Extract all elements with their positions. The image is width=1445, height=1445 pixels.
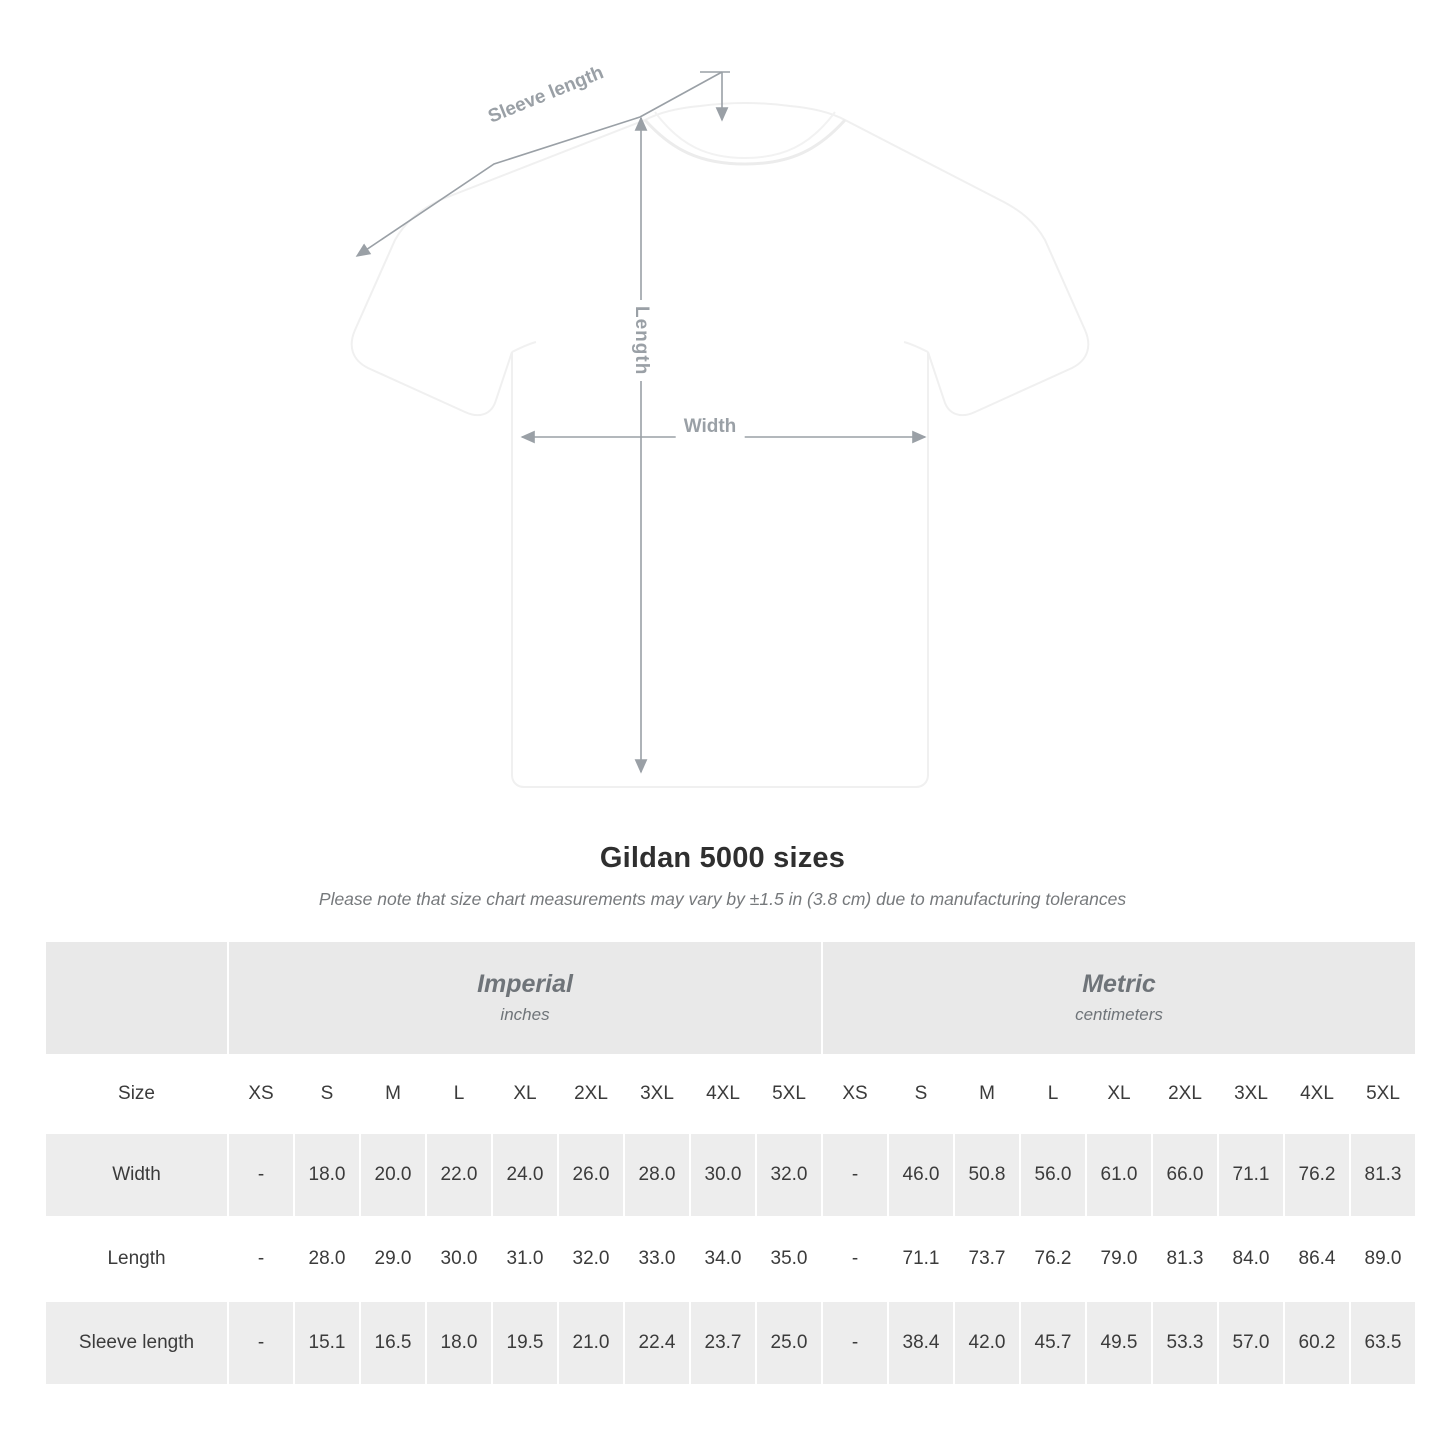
- cell-imperial-width-l: 22.0: [426, 1133, 492, 1217]
- length-label: [628, 300, 654, 386]
- size-header-metric-3xl: 3XL: [1218, 1055, 1284, 1133]
- cell-imperial-length-4xl: 34.0: [690, 1217, 756, 1301]
- cell-metric-sleeve-2xl: 53.3: [1152, 1301, 1218, 1385]
- size-chart-table: [44, 940, 1417, 1386]
- imperial-unit-sub: inches: [500, 1004, 550, 1024]
- cell-imperial-width-xl: 24.0: [492, 1133, 558, 1217]
- unit-header-row: [45, 941, 1416, 1055]
- size-chart-table-wrap: [44, 940, 1401, 1386]
- metric-unit-name: Metric: [1082, 970, 1156, 999]
- cell-metric-width-4xl: 76.2: [1284, 1133, 1350, 1217]
- title-block: [0, 842, 1445, 910]
- cell-imperial-width-4xl: 30.0: [690, 1133, 756, 1217]
- row-label-sleeve-length: Sleeve length: [45, 1301, 228, 1385]
- size-header-imperial-m: M: [360, 1055, 426, 1133]
- cell-imperial-width-2xl: 26.0: [558, 1133, 624, 1217]
- cell-imperial-length-s: 28.0: [294, 1217, 360, 1301]
- cell-metric-length-s: 71.1: [888, 1217, 954, 1301]
- size-header-imperial-xs: XS: [228, 1055, 294, 1133]
- cell-imperial-length-m: 29.0: [360, 1217, 426, 1301]
- width-label: [676, 414, 745, 440]
- size-header-metric-4xl: 4XL: [1284, 1055, 1350, 1133]
- cell-imperial-length-xl: 31.0: [492, 1217, 558, 1301]
- size-header-imperial-5xl: 5XL: [756, 1055, 822, 1133]
- table-row: [45, 1133, 1416, 1217]
- cell-imperial-length-3xl: 33.0: [624, 1217, 690, 1301]
- sleeve-length-label: Sleeve length: [485, 62, 607, 128]
- cell-imperial-sleeve-xs: -: [228, 1301, 294, 1385]
- cell-metric-width-xl: 61.0: [1086, 1133, 1152, 1217]
- cell-metric-length-4xl: 86.4: [1284, 1217, 1350, 1301]
- length-label-text: Length: [628, 300, 654, 381]
- table-row: [45, 1301, 1416, 1385]
- cell-metric-length-m: 73.7: [954, 1217, 1020, 1301]
- table-row: [45, 1217, 1416, 1301]
- cell-imperial-sleeve-4xl: 23.7: [690, 1301, 756, 1385]
- cell-imperial-sleeve-xl: 19.5: [492, 1301, 558, 1385]
- cell-metric-sleeve-xs: -: [822, 1301, 888, 1385]
- size-header-metric-m: M: [954, 1055, 1020, 1133]
- cell-metric-sleeve-m: 42.0: [954, 1301, 1020, 1385]
- cell-imperial-sleeve-s: 15.1: [294, 1301, 360, 1385]
- cell-imperial-length-l: 30.0: [426, 1217, 492, 1301]
- size-header-metric-s: S: [888, 1055, 954, 1133]
- cell-imperial-width-xs: -: [228, 1133, 294, 1217]
- cell-imperial-width-s: 18.0: [294, 1133, 360, 1217]
- cell-metric-length-xs: -: [822, 1217, 888, 1301]
- cell-metric-width-l: 56.0: [1020, 1133, 1086, 1217]
- cell-metric-width-2xl: 66.0: [1152, 1133, 1218, 1217]
- size-header-row: [45, 1055, 1416, 1133]
- cell-metric-sleeve-4xl: 60.2: [1284, 1301, 1350, 1385]
- cell-imperial-sleeve-3xl: 22.4: [624, 1301, 690, 1385]
- size-header-imperial-2xl: 2XL: [558, 1055, 624, 1133]
- size-header-label: Size: [45, 1055, 228, 1133]
- width-label-text: Width: [676, 414, 745, 440]
- tshirt-shape: [352, 103, 1089, 787]
- unit-header-imperial: [228, 941, 822, 1055]
- cell-metric-length-2xl: 81.3: [1152, 1217, 1218, 1301]
- unit-header-metric: [822, 941, 1416, 1055]
- cell-metric-width-xs: -: [822, 1133, 888, 1217]
- cell-metric-sleeve-3xl: 57.0: [1218, 1301, 1284, 1385]
- cell-imperial-sleeve-m: 16.5: [360, 1301, 426, 1385]
- size-header-metric-xs: XS: [822, 1055, 888, 1133]
- cell-metric-sleeve-xl: 49.5: [1086, 1301, 1152, 1385]
- imperial-unit-name: Imperial: [477, 970, 573, 999]
- cell-imperial-length-xs: -: [228, 1217, 294, 1301]
- cell-imperial-length-5xl: 35.0: [756, 1217, 822, 1301]
- cell-metric-sleeve-5xl: 63.5: [1350, 1301, 1416, 1385]
- size-header-metric-l: L: [1020, 1055, 1086, 1133]
- unit-header-spacer: [45, 941, 228, 1055]
- metric-unit-sub: centimeters: [1075, 1004, 1163, 1024]
- size-header-metric-xl: XL: [1086, 1055, 1152, 1133]
- row-label-length: Length: [45, 1217, 228, 1301]
- cell-metric-length-xl: 79.0: [1086, 1217, 1152, 1301]
- cell-imperial-sleeve-l: 18.0: [426, 1301, 492, 1385]
- cell-imperial-width-3xl: 28.0: [624, 1133, 690, 1217]
- cell-metric-sleeve-s: 38.4: [888, 1301, 954, 1385]
- size-header-metric-2xl: 2XL: [1152, 1055, 1218, 1133]
- cell-metric-length-l: 76.2: [1020, 1217, 1086, 1301]
- page-title: Gildan 5000 sizes: [599, 842, 846, 874]
- cell-metric-length-3xl: 84.0: [1218, 1217, 1284, 1301]
- cell-metric-width-m: 50.8: [954, 1133, 1020, 1217]
- cell-metric-sleeve-l: 45.7: [1020, 1301, 1086, 1385]
- cell-metric-width-5xl: 81.3: [1350, 1133, 1416, 1217]
- size-header-imperial-xl: XL: [492, 1055, 558, 1133]
- cell-metric-width-s: 46.0: [888, 1133, 954, 1217]
- size-header-imperial-3xl: 3XL: [624, 1055, 690, 1133]
- cell-metric-length-5xl: 89.0: [1350, 1217, 1416, 1301]
- row-label-width: Width: [45, 1133, 228, 1217]
- size-header-metric-5xl: 5XL: [1350, 1055, 1416, 1133]
- size-header-imperial-s: S: [294, 1055, 360, 1133]
- size-header-imperial-l: L: [426, 1055, 492, 1133]
- cell-imperial-length-2xl: 32.0: [558, 1217, 624, 1301]
- cell-metric-width-3xl: 71.1: [1218, 1133, 1284, 1217]
- cell-imperial-sleeve-5xl: 25.0: [756, 1301, 822, 1385]
- cell-imperial-width-5xl: 32.0: [756, 1133, 822, 1217]
- cell-imperial-sleeve-2xl: 21.0: [558, 1301, 624, 1385]
- tolerance-note: Please note that size chart measurements may vary by ±1.5 in (3.8 cm) due to manufacturing tolerances: [318, 889, 1127, 909]
- size-header-imperial-4xl: 4XL: [690, 1055, 756, 1133]
- cell-imperial-width-m: 20.0: [360, 1133, 426, 1217]
